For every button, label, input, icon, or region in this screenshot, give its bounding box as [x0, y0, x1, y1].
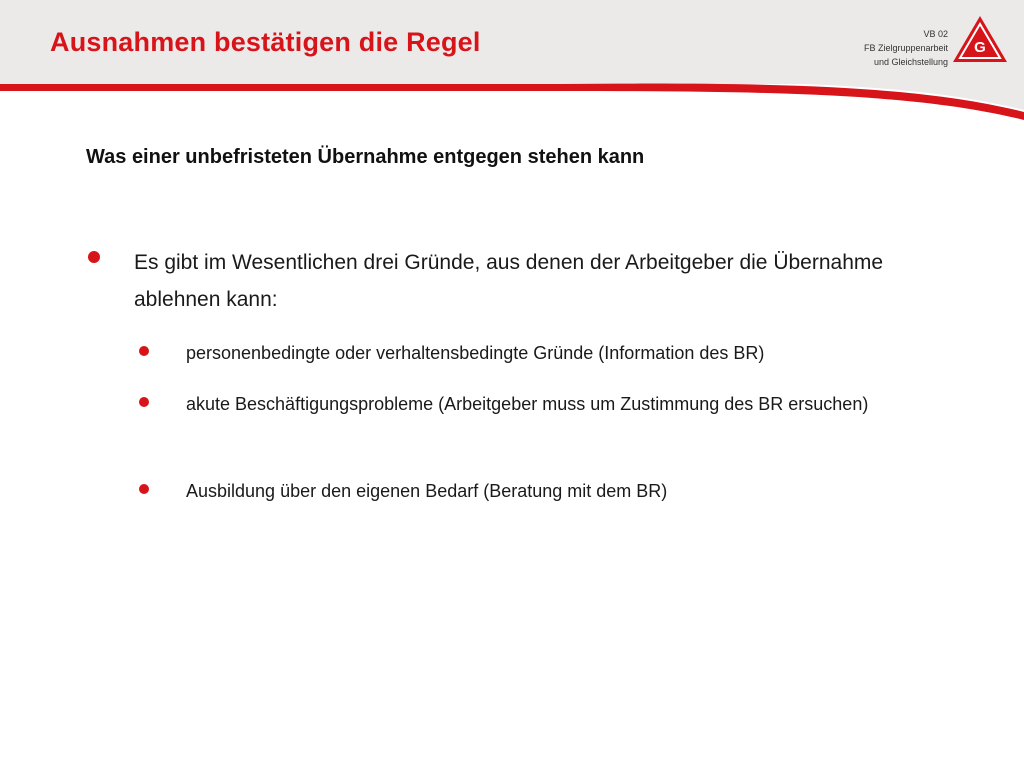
- bullet-icon: [139, 346, 149, 356]
- bullet-icon: [139, 397, 149, 407]
- bullet-icon: [139, 484, 149, 494]
- department-label: [798, 27, 948, 69]
- bullet-icon: [88, 251, 100, 263]
- dept-line: VB 02: [923, 29, 948, 39]
- slide-subtitle: Was einer unbefristeten Übernahme entgegen stehen kann: [86, 146, 645, 168]
- header-swoosh: [0, 60, 1024, 130]
- sub-point: personenbedingte oder verhaltensbedingte Gründe (Information des BR): [186, 343, 765, 363]
- dept-line: und Gleichstellung: [873, 57, 948, 67]
- dept-line: FB Zielgruppenarbeit: [863, 43, 948, 53]
- svg-text:G: G: [974, 39, 986, 56]
- sub-point: akute Beschäftigungsprobleme (Arbeitgeber muss um Zustimmung des BR ersuchen): [186, 394, 869, 414]
- main-point: Es gibt im Wesentlichen drei Gründe, aus denen der Arbeitgeber die Übernahme ablehnen kann:: [134, 251, 884, 311]
- sub-point: Ausbildung über den eigenen Bedarf (Beratung mit dem BR): [186, 481, 668, 501]
- slide-title: Ausnahmen bestätigen die Regel: [50, 27, 481, 57]
- ig-metall-logo: [951, 14, 1009, 64]
